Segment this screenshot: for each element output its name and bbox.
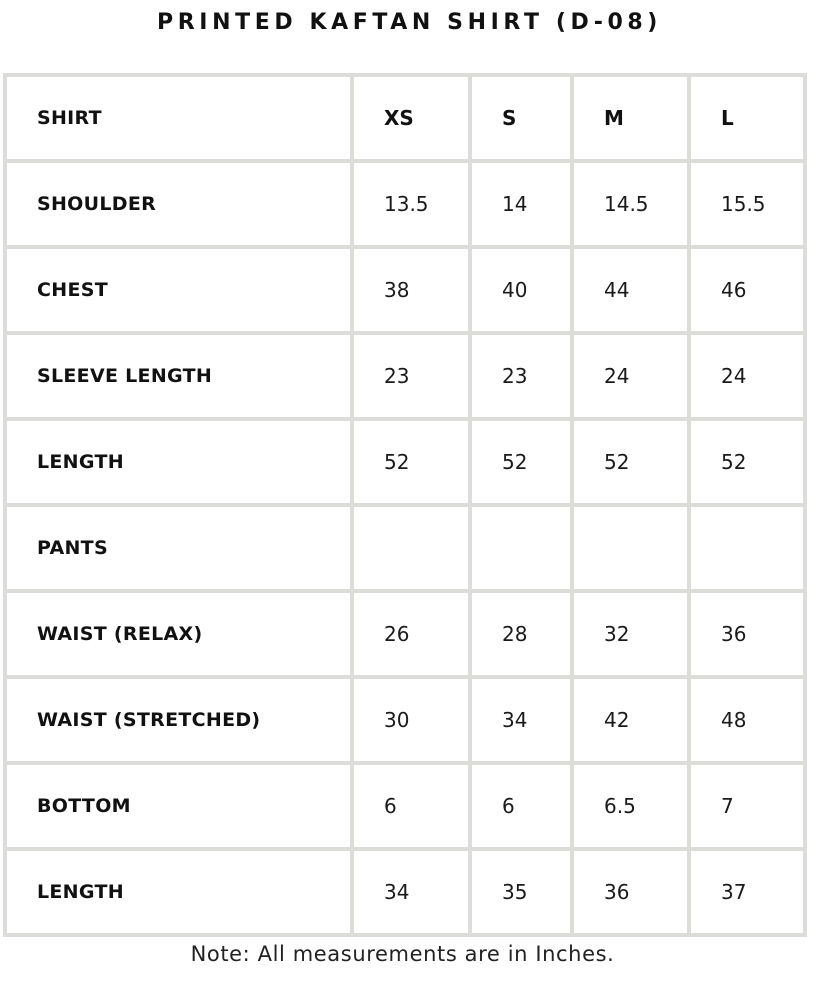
size-header-m: M xyxy=(574,77,687,159)
table-cell: 24 xyxy=(691,335,803,417)
table-cell: 40 xyxy=(472,249,570,331)
table-cell: 23 xyxy=(354,335,468,417)
table-row-pants-section xyxy=(7,507,803,589)
size-header-xs: XS xyxy=(354,77,468,159)
table-cell: 24 xyxy=(574,335,687,417)
table-cell: 42 xyxy=(574,679,687,761)
table-cell: 23 xyxy=(472,335,570,417)
table-row-shoulder xyxy=(7,163,803,245)
page-title: PRINTED KAFTAN SHIRT (D-08) xyxy=(157,10,662,35)
row-label: BOTTOM xyxy=(7,765,350,847)
table-cell-empty xyxy=(354,507,468,589)
table-cell: 34 xyxy=(472,679,570,761)
table-cell: 32 xyxy=(574,593,687,675)
row-label: LENGTH xyxy=(7,421,350,503)
row-label: SHOULDER xyxy=(7,163,350,245)
table-row-pants-length xyxy=(7,851,803,933)
table-cell: 36 xyxy=(691,593,803,675)
table-cell: 37 xyxy=(691,851,803,933)
table-cell: 52 xyxy=(472,421,570,503)
table-cell-empty xyxy=(574,507,687,589)
table-cell: 38 xyxy=(354,249,468,331)
table-cell: 14 xyxy=(472,163,570,245)
section-label-pants: PANTS xyxy=(7,507,350,589)
table-row-waist-relax xyxy=(7,593,803,675)
row-label: CHEST xyxy=(7,249,350,331)
table-cell: 44 xyxy=(574,249,687,331)
table-cell-empty xyxy=(472,507,570,589)
size-header-s: S xyxy=(472,77,570,159)
table-cell: 52 xyxy=(574,421,687,503)
table-cell: 52 xyxy=(354,421,468,503)
measurement-note: Note: All measurements are in Inches. xyxy=(190,942,615,966)
table-cell: 14.5 xyxy=(574,163,687,245)
table-cell: 48 xyxy=(691,679,803,761)
row-label: WAIST (RELAX) xyxy=(7,593,350,675)
table-cell: 28 xyxy=(472,593,570,675)
table-row-sleeve-length xyxy=(7,335,803,417)
table-row-bottom xyxy=(7,765,803,847)
table-cell: 34 xyxy=(354,851,468,933)
table-cell: 6 xyxy=(472,765,570,847)
table-cell: 7 xyxy=(691,765,803,847)
table-row-waist-stretched xyxy=(7,679,803,761)
table-row-shirt-length xyxy=(7,421,803,503)
table-cell: 13.5 xyxy=(354,163,468,245)
table-cell: 15.5 xyxy=(691,163,803,245)
size-chart-table xyxy=(3,73,807,937)
table-cell: 26 xyxy=(354,593,468,675)
table-cell: 46 xyxy=(691,249,803,331)
row-label: SLEEVE LENGTH xyxy=(7,335,350,417)
table-cell: 6 xyxy=(354,765,468,847)
table-cell-empty xyxy=(691,507,803,589)
row-label: WAIST (STRETCHED) xyxy=(7,679,350,761)
header-label-shirt: SHIRT xyxy=(7,77,350,159)
table-cell: 36 xyxy=(574,851,687,933)
table-header-row xyxy=(7,77,803,159)
size-header-l: L xyxy=(691,77,803,159)
table-cell: 52 xyxy=(691,421,803,503)
table-cell: 6.5 xyxy=(574,765,687,847)
table-cell: 35 xyxy=(472,851,570,933)
table-row-chest xyxy=(7,249,803,331)
row-label: LENGTH xyxy=(7,851,350,933)
table-cell: 30 xyxy=(354,679,468,761)
